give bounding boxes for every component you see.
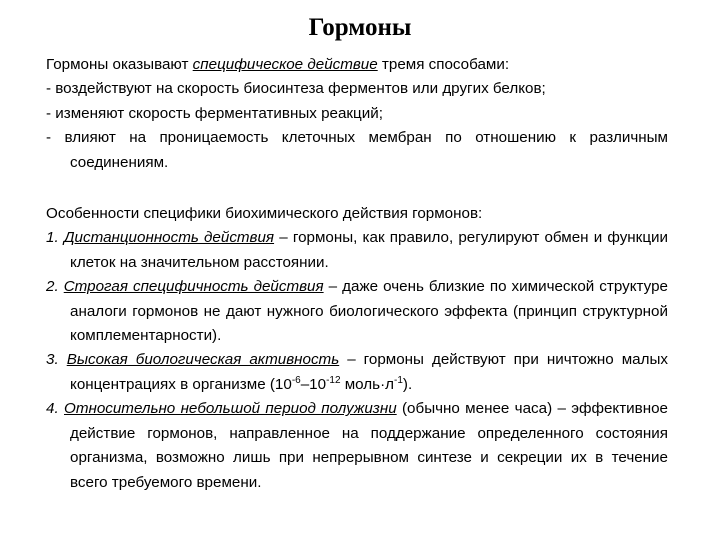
exponent: -6 bbox=[291, 374, 301, 386]
intro-emphasis: специфическое действие bbox=[192, 56, 378, 73]
feature-number: 4. bbox=[46, 400, 59, 418]
intro-item-1: - воздействуют на скорость биосинтеза ферментов или других белков; bbox=[46, 80, 546, 98]
feature-item-1 bbox=[46, 226, 668, 275]
intro-text-end: тремя способами: bbox=[377, 56, 510, 73]
exponent: -1 bbox=[393, 374, 403, 386]
feature-text: – гормоны, как правило, регулируют обмен и функции клеток на значительном расстоянии. bbox=[70, 229, 668, 271]
feature-term: Относительно небольшой период полужизни bbox=[64, 400, 397, 418]
exponent: -12 bbox=[326, 374, 341, 386]
feature-text: моль·л bbox=[340, 375, 394, 393]
intro-item-3: - влияют на проницаемость клеточных мембран по отношению к различным соединениям. bbox=[46, 129, 668, 171]
feature-number: 3. bbox=[46, 351, 59, 369]
feature-text: ). bbox=[402, 375, 413, 393]
spacer bbox=[46, 175, 668, 202]
feature-text: – даже очень близкие по химической структуре аналоги гормонов не дают нужного биологического эффекта (принцип структурной комплементарности). bbox=[70, 278, 668, 345]
intro-item-2: - изменяют скорость ферментативных реакций; bbox=[46, 104, 383, 122]
feature-item-3 bbox=[46, 348, 668, 397]
feature-text: (обычно менее часа) – эффективное действие гормонов, направленное на поддержание определенного состояния организма, возможно лишь при непрерывном синтезе и секреции их в течение всего требуемого времени. bbox=[70, 400, 669, 491]
feature-term: Высокая биологическая активность bbox=[66, 351, 340, 369]
feature-item-4 bbox=[46, 397, 668, 495]
intro-sentence bbox=[46, 53, 668, 77]
slide-body bbox=[46, 53, 668, 495]
features-heading: Особенности специфики биохимического действия гормонов: bbox=[46, 205, 483, 223]
feature-text: –10 bbox=[300, 375, 327, 393]
feature-number: 1. bbox=[46, 229, 59, 247]
feature-text: – гормоны действуют при ничтожно малых концентрациях в организме (10 bbox=[70, 351, 668, 393]
feature-number: 2. bbox=[46, 278, 59, 296]
feature-term: Строгая специфичность действия bbox=[63, 278, 324, 296]
feature-item-2 bbox=[46, 275, 668, 348]
feature-term: Дистанционность действия bbox=[63, 229, 275, 247]
slide-title: Гормоны bbox=[308, 14, 412, 41]
intro-text: Гормоны оказывают bbox=[46, 56, 193, 73]
